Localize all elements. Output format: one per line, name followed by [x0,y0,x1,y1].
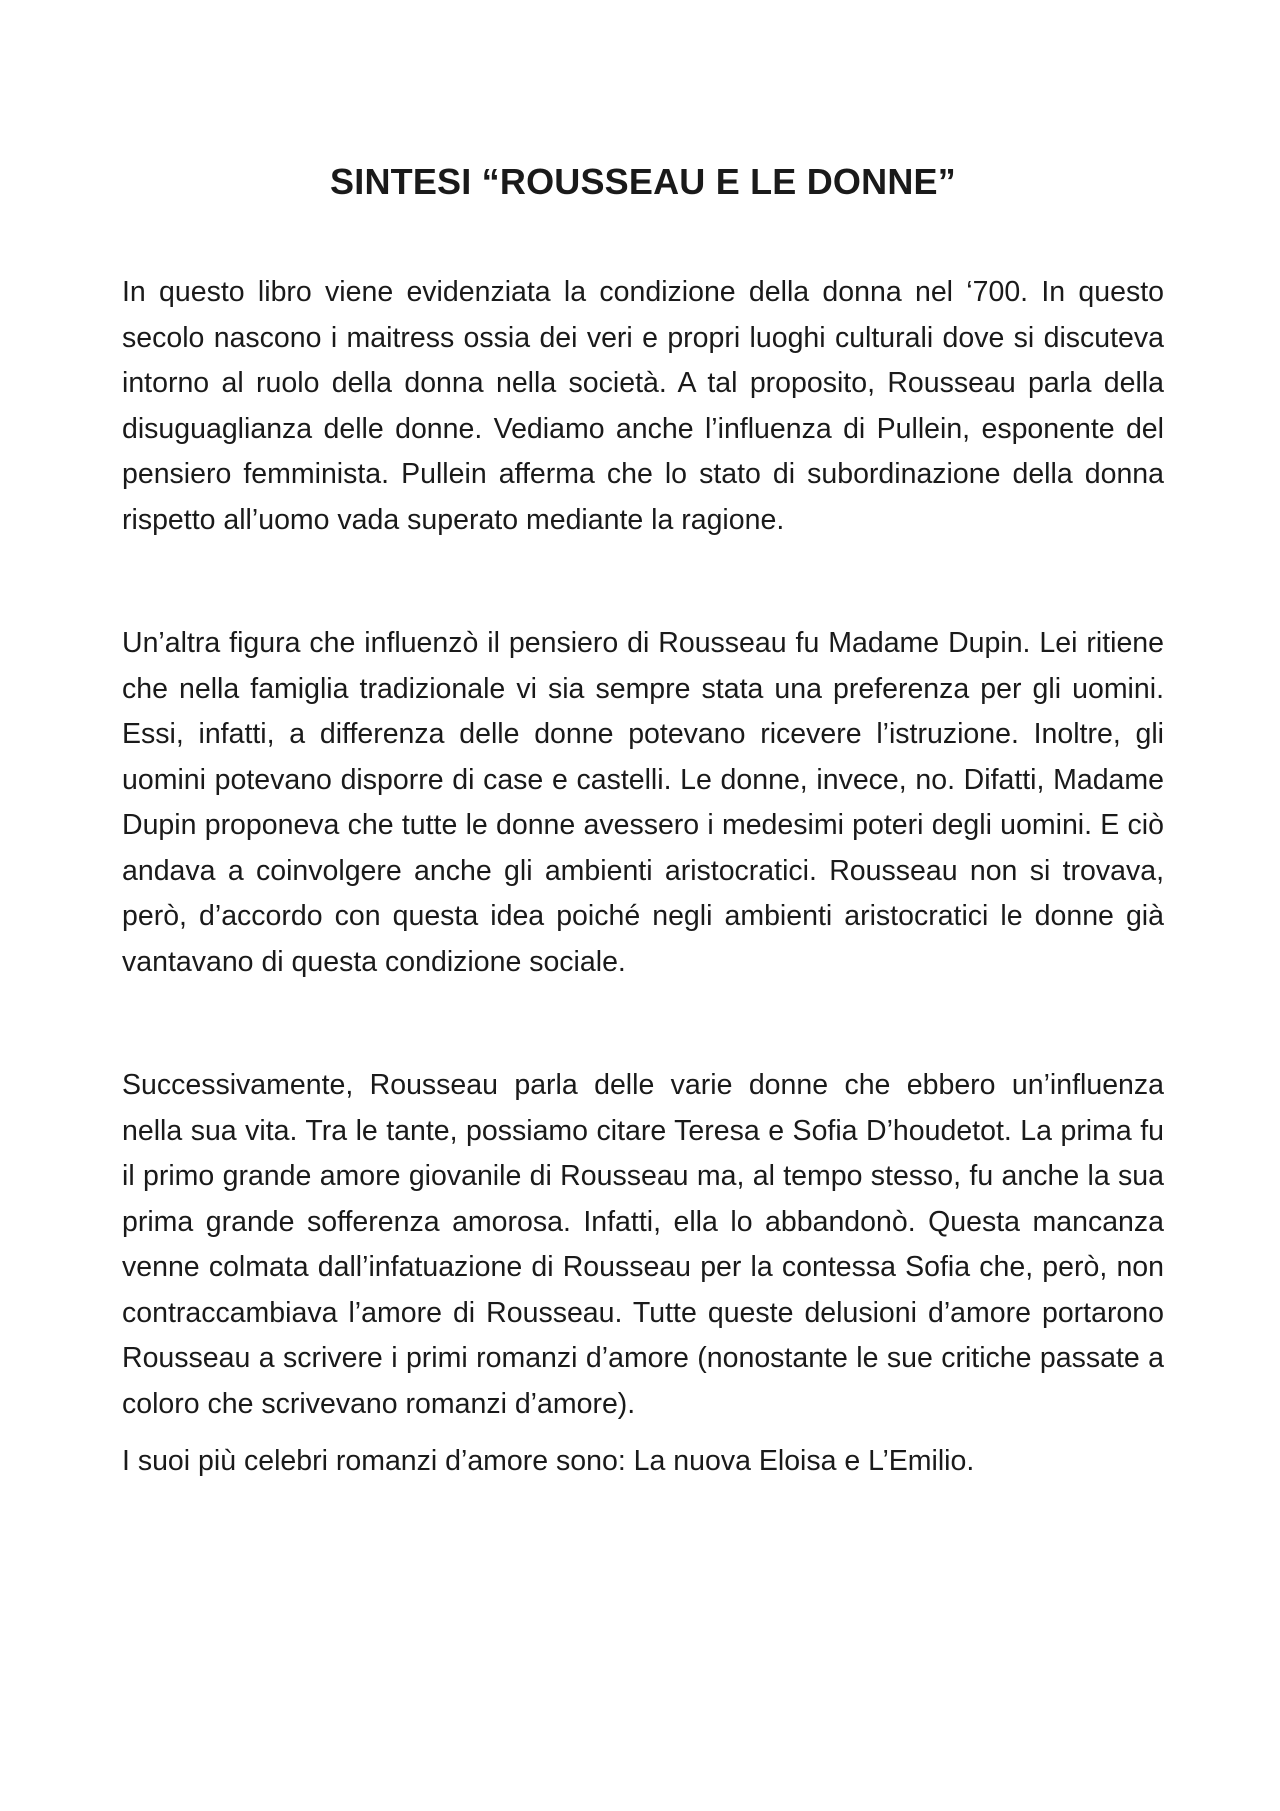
paragraph: I suoi più celebri romanzi d’amore sono: La nuova Eloisa e L’Emilio. [122,1445,975,1477]
page-title: SINTESI “ROUSSEAU E LE DONNE” [330,161,956,202]
document-page [122,0,1164,1485]
paragraph: Un’altra figura che influenzò il pensiero di Rousseau fu Madame Dupin. Lei ritiene che nella famiglia tradizionale vi sia sempre stata una preferenza per gli uomini. Essi, infatti, a differenza delle donne potevano ricevere l’istruzione. Inoltre, gli uomini potevano disporre di case e castelli. Le donne, invece, no. Difatti, Madame Dupin proponeva che tutte le donne avessero i medesimi poteri degli uomini. E ciò andava a coinvolgere anche gli ambienti aristocratici. Rousseau non si trovava, però, d’accordo con questa idea poiché negli ambienti aristocratici le donne già vantavano di questa condizione sociale. [122,627,1164,978]
paragraph: Successivamente, Rousseau parla delle varie donne che ebbero un’influenza nella sua vita. Tra le tante, possiamo citare Teresa e Sofia D’houdetot. La prima fu il primo grande amore giovanile di Rousseau ma, al tempo stesso, fu anche la sua prima grande sofferenza amorosa. Infatti, ella lo abbandonò. Questa mancanza venne colmata dall’infatuazione di Rousseau per la contessa Sofia che, però, non contraccambiava l’amore di Rousseau. Tutte queste delusioni d’amore portarono Rousseau a scrivere i primi romanzi d’amore (nonostante le sue critiche passate a coloro che scrivevano romanzi d’amore). [122,1069,1164,1420]
paragraph: In questo libro viene evidenziata la condizione della donna nel ‘700. In questo secolo nascono i maitress ossia dei veri e propri luoghi culturali dove si discuteva intorno al ruolo della donna nella società. A tal proposito, Rousseau parla della disuguaglianza delle donne. Vediamo anche l’influenza di Pullein, esponente del pensiero femminista. Pullein afferma che lo stato di subordinazione della donna rispetto all’uomo vada superato mediante la ragione. [122,276,1164,536]
